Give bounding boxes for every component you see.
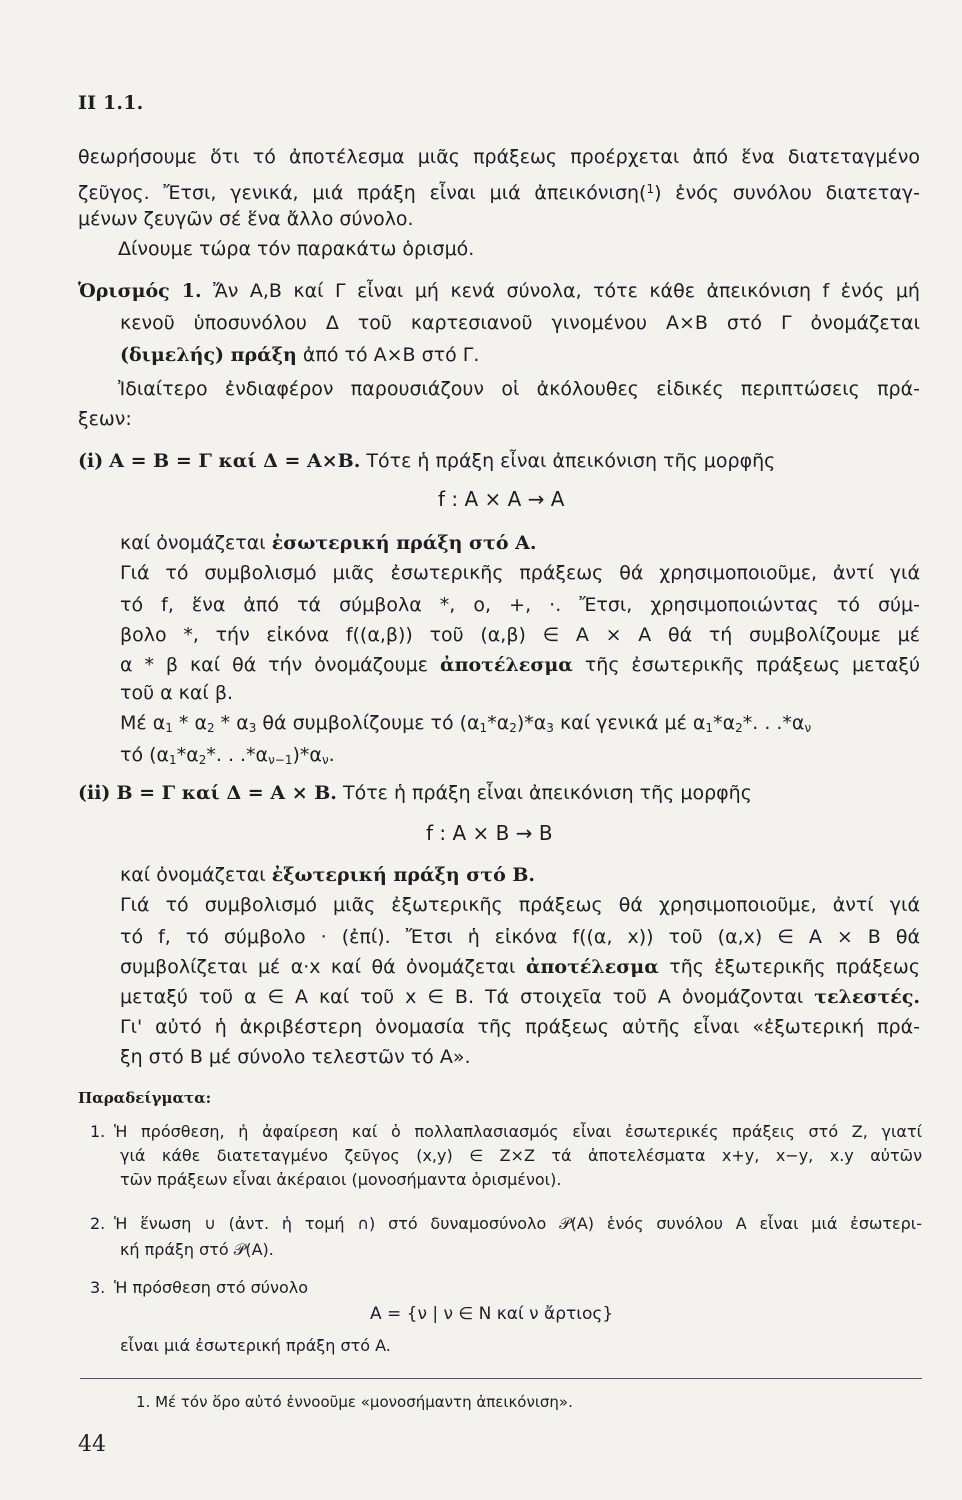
case-ii-sym-line-5: Γι' αὐτό ἡ ἀκριβέστερη ὀνομασία τῆς πράξεως αὐτῆς εἶναι «ἐξωτερική πρά- — [120, 1016, 920, 1038]
definition-line-2: κενοῦ ὑποσυνόλου Δ τοῦ καρτεσιανοῦ γινομένου A×B στό Γ ὀνομάζεται — [120, 312, 920, 334]
case-ii-line — [78, 778, 920, 808]
gen-1-j: 2 — [509, 721, 517, 735]
gen-2-a: τό (α — [120, 744, 170, 766]
case-ii-formula: f : A × B → B — [426, 821, 553, 845]
example-3-formula: A = {ν | ν ∈ N καί ν ἄρτιος} — [370, 1304, 614, 1324]
example-1-number: 1. — [90, 1122, 106, 1141]
example-2-text-1: Ἡ ἕνωση ∪ (ἀντ. ἡ τομή ∩) στό δυναμοσύνολο 𝒫(A) ἑνός συνόλου A εἶναι μιά ἐσωτερι- — [114, 1214, 922, 1233]
gen-2-d: 2 — [198, 753, 207, 767]
definition-line-1-text: Ἄν A,B καί Γ εἶναι μή κενά σύνολα, τότε κάθε ἀπεικόνιση f ἑνός μή — [213, 280, 920, 302]
intro-line-4: Δίνουμε τώρα τόν παρακάτω ὁρισμό. — [118, 238, 475, 260]
case-ii-sym-line-1: Γιά τό συμβολισμό μιᾶς ἐξωτερικῆς πράξεως θά χρησιμοποιοῦμε, ἀντί γιά — [120, 894, 920, 916]
case-i-sym-line-4 — [120, 650, 920, 680]
definition-line-3 — [120, 340, 920, 370]
example-2-line-2: κή πράξη στό 𝒫(A). — [120, 1240, 274, 1259]
gen-1-n: 1 — [705, 721, 714, 735]
case-i-named-pre: καί ὀνομάζεται — [120, 532, 266, 554]
example-2-number: 2. — [90, 1214, 106, 1233]
footnote-marker: 1 — [646, 182, 655, 196]
section-header: ΙΙ 1.1. — [78, 92, 144, 114]
case-ii-label: (ii) — [78, 782, 111, 804]
gen-1-f: 3 — [248, 721, 257, 735]
case-ii-text: Τότε ἡ πράξη εἶναι ἀπεικόνιση τῆς μορφῆς — [342, 782, 752, 804]
example-3-line-1 — [90, 1276, 922, 1300]
case-ii-sym-line-3 — [120, 952, 920, 982]
case-i-general-line-2 — [120, 740, 920, 770]
gen-1-o: *α — [713, 712, 736, 734]
gen-1-a: Μέ α — [120, 712, 166, 734]
example-3-line-2: εἶναι μιά ἐσωτερική πράξη στό A. — [120, 1336, 391, 1355]
case-i-line — [78, 446, 920, 476]
gen-2-b: 1 — [169, 753, 177, 767]
case-ii-named-term: ἐξωτερική πράξη στό B. — [271, 864, 536, 886]
gen-1-b: 1 — [165, 721, 173, 735]
gen-2-e: *. . .*α — [206, 744, 269, 766]
gen-2-h: ν — [321, 753, 329, 767]
gen-1-m: καί γενικά μέ α — [553, 712, 706, 734]
example-3-text-1: Ἡ πρόσθεση στό σύνολο — [114, 1278, 309, 1297]
gen-1-p: 2 — [735, 721, 743, 735]
examples-heading: Παραδείγματα: — [78, 1089, 212, 1107]
case-ii-sym-line-4-a: μεταξύ τοῦ α ∈ A καί τοῦ x ∈ B. Τά στοιχεῖα τοῦ A ὀνομάζονται — [120, 986, 804, 1008]
case-i-sym-line-1: Γιά τό συμβολισμό μιᾶς ἐσωτερικῆς πράξεως θά χρησιμοποιοῦμε, ἀντί γιά — [120, 562, 920, 584]
gen-2-g: )*α — [292, 744, 322, 766]
intro-line-1: θεωρήσουμε ὅτι τό ἀποτέλεσμα μιᾶς πράξεως προέρχεται ἀπό ἕνα διατεταγμένο — [78, 146, 920, 168]
example-1-line-2: γιά κάθε διατεταγμένο ζεῦγος (x,y) ∈ Z×Z τά ἀποτελέσματα x+y, x−y, x.y αὐτῶν — [120, 1146, 922, 1165]
case-i-general-line-1 — [120, 708, 920, 738]
gen-1-c: * α — [172, 712, 207, 734]
example-2-line-1 — [90, 1212, 922, 1236]
case-i-result-term: ἀποτέλεσμα — [439, 654, 573, 676]
case-i-sym-line-2: τό f, ἕνα ἀπό τά σύμβολα *, ο, +, ·. Ἔτσι, χρησιμοποιώντας τό σύμ- — [120, 594, 920, 616]
case-i-condition: A = B = Γ καί Δ = A×B. — [109, 450, 361, 472]
case-i-label: (i) — [78, 450, 104, 472]
definition-label: Ὁρισμός 1. — [78, 280, 202, 302]
case-i-sym-line-4-b: τῆς ἐσωτερικῆς πράξεως μεταξύ — [584, 654, 920, 676]
case-i-sym-line-4-a: α * β καί θά τήν ὀνομάζουμε — [120, 654, 428, 676]
case-ii-sym-line-4 — [120, 982, 920, 1012]
gen-2-c: *α — [176, 744, 199, 766]
case-i-named-line — [120, 528, 920, 558]
gen-1-d: 2 — [206, 721, 215, 735]
definition-line-1 — [78, 276, 920, 306]
intro-line-3: μένων ζευγῶν σέ ἕνα ἄλλο σύνολο. — [78, 208, 414, 230]
case-ii-result-term: ἀποτέλεσμα — [525, 956, 659, 978]
case-ii-sym-line-6: ξη στό B μέ σύνολο τελεστῶν τό A». — [120, 1046, 471, 1068]
case-ii-named-line — [120, 860, 920, 890]
gen-1-k: )*α — [516, 712, 547, 734]
gen-1-l: 3 — [546, 721, 554, 735]
page-number: 44 — [78, 1432, 106, 1457]
example-3-number: 3. — [90, 1278, 106, 1297]
gen-1-g: θά συμβολίζουμε τό (α — [256, 712, 480, 734]
case-ii-named-pre: καί ὀνομάζεται — [120, 864, 266, 886]
gen-2-f: ν−1 — [268, 753, 293, 767]
footnote: 1. Μέ τόν ὅρο αὐτό ἐννοοῦμε «μονοσήμαντη ἀπεικόνιση». — [136, 1393, 573, 1411]
footnote-rule — [80, 1378, 922, 1379]
gen-2-i: . — [328, 744, 335, 766]
case-i-formula: f : A × A → A — [438, 487, 565, 511]
gen-1-q: *. . .*α — [742, 712, 805, 734]
intro-line-2 — [78, 174, 920, 204]
example-1-text-1: Ἡ πρόσθεση, ἡ ἀφαίρεση καί ὁ πολλαπλασιασμός εἶναι ἐσωτερικές πράξεις στό Z, γιατί — [114, 1122, 922, 1141]
example-1-line-3: τῶν πράξεων εἶναι ἀκέραιοι (μονοσήμαντα ὁρισμένοι). — [120, 1170, 562, 1189]
gen-1-h: 1 — [479, 721, 488, 735]
definition-term: (διμελής) πράξη — [120, 344, 297, 366]
example-1-line-1 — [90, 1120, 922, 1144]
case-i-named-term: ἐσωτερική πράξη στό A. — [271, 532, 537, 554]
case-ii-condition: B = Γ καί Δ = A × B. — [116, 782, 337, 804]
case-i-sym-line-3: βολο *, τήν εἰκόνα f((α,β)) τοῦ (α,β) ∈ A × A θά τή συμβολίζουμε μέ — [120, 624, 920, 646]
case-ii-sym-line-3-a: συμβολίζεται μέ α·x καί θά ὀνομάζεται — [120, 956, 516, 978]
definition-line-3-text: ἀπό τό A×B στό Γ. — [302, 344, 480, 366]
case-ii-sym-line-2: τό f, τό σύμβολο · (ἐπί). Ἔτσι ἡ εἰκόνα f((α, x)) τοῦ (α,x) ∈ A × B θά — [120, 926, 920, 948]
case-i-text: Τότε ἡ πράξη εἶναι ἀπεικόνιση τῆς μορφῆς — [366, 450, 776, 472]
intro-line-2-text-a: ζεῦγος. Ἔτσι, γενικά, μιά πράξη εἶναι μιά ἀπεικόνιση( — [78, 182, 647, 204]
case-i-sym-line-5: τοῦ α καί β. — [120, 682, 234, 704]
case-ii-operators-term: τελεστές. — [814, 986, 920, 1008]
special-line-2: ξεων: — [78, 408, 132, 430]
gen-1-i: *α — [487, 712, 510, 734]
case-ii-sym-line-3-b: τῆς ἐξωτερικῆς πράξεως — [669, 956, 920, 978]
gen-1-e: * α — [214, 712, 249, 734]
special-line-1: Ἰδιαίτερο ἐνδιαφέρον παρουσιάζουν οἱ ἀκόλουθες εἰδικές περιπτώσεις πρά- — [118, 378, 920, 400]
intro-line-2-text-b: ) ἑνός συνόλου διατεταγ- — [654, 182, 920, 204]
gen-1-r: ν — [804, 721, 812, 735]
